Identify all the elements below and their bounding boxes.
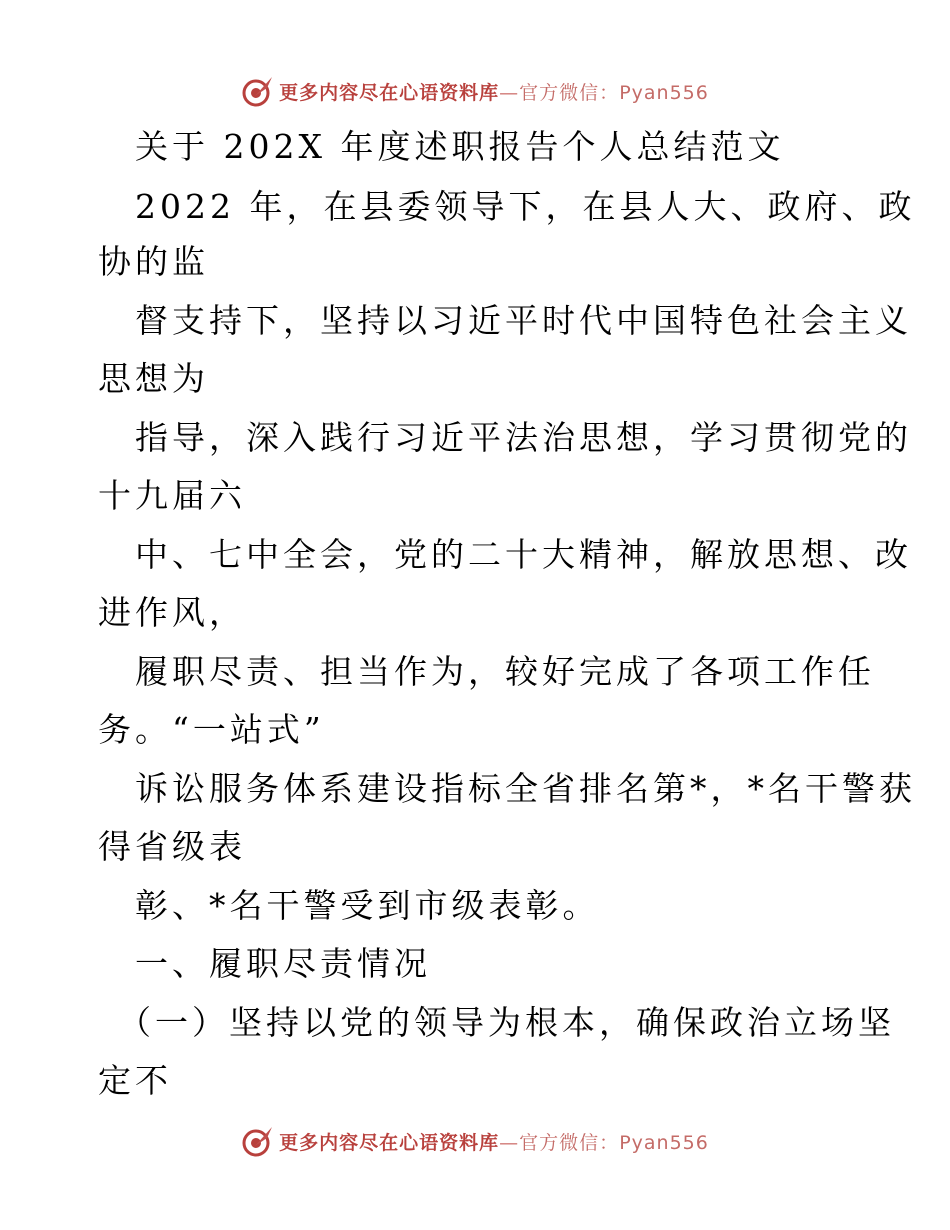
paragraph-line: 督支持下，坚持以习近平时代中国特色社会主义: [135, 301, 912, 340]
footer-dash: —: [499, 1131, 520, 1154]
header-wechat-label: 官方微信：: [519, 81, 620, 104]
footer-wechat-id: Pyan556: [619, 1131, 709, 1154]
paragraph-line: 2022 年，在县委领导下，在县人大、政府、政: [135, 187, 916, 226]
paragraph-line: 进作风，: [98, 593, 246, 632]
paragraph-line: 思想为: [98, 359, 209, 398]
paragraph-line: 定不: [98, 1061, 172, 1100]
paragraph-line: 协的监: [98, 242, 209, 281]
paragraph-line: 务。“一站式”: [98, 710, 325, 749]
subsection-heading: （一）坚持以党的领导为根本，确保政治立场坚: [118, 1003, 895, 1042]
paragraph-line: 诉讼服务体系建设指标全省排名第*，*名干警获: [135, 769, 916, 808]
footer-watermark: [0, 1121, 950, 1161]
footer-wechat-label: 官方微信：: [519, 1131, 620, 1154]
paragraph-line: 得省级表: [98, 827, 246, 866]
paragraph-line: 十九届六: [98, 476, 246, 515]
section-heading: 一、履职尽责情况: [135, 944, 431, 983]
quill-logo-icon: [241, 1124, 275, 1158]
header-wechat-id: Pyan556: [619, 81, 709, 104]
header-dash: —: [499, 81, 520, 104]
paragraph-line: 彰、*名干警受到市级表彰。: [135, 886, 600, 925]
footer-site-name: 更多内容尽在心语资料库: [279, 1131, 500, 1154]
paragraph-line: 中、七中全会，党的二十大精神，解放思想、改: [135, 535, 912, 574]
doc-title: 关于 202X 年度述职报告个人总结范文: [135, 127, 785, 166]
paragraph-line: 履职尽责、担当作为，较好完成了各项工作任: [135, 652, 875, 691]
header-site-name: 更多内容尽在心语资料库: [279, 81, 500, 104]
paragraph-line: 指导，深入践行习近平法治思想，学习贯彻党的: [135, 418, 912, 457]
